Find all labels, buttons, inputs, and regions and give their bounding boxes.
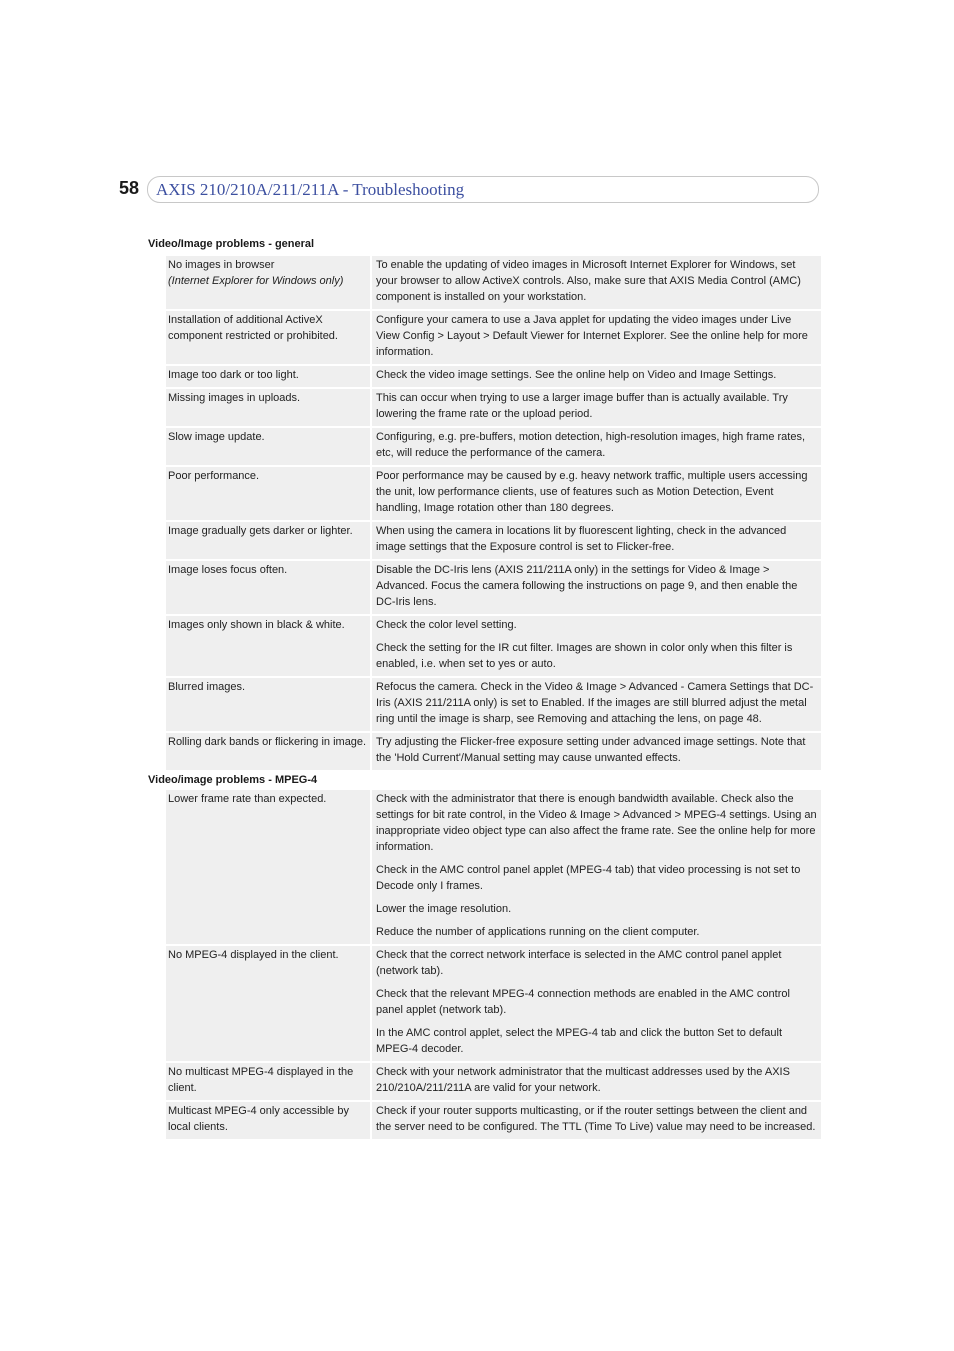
problem-cell <box>166 428 370 465</box>
solution-cell <box>372 256 821 309</box>
solution-text: In the AMC control applet, select the MPEG-4 tab and click the button Set to default MPEG-4 decoder. <box>376 1027 783 1055</box>
problem-text: Image gradually gets darker or lighter. <box>168 525 353 537</box>
problem-cell <box>166 946 370 1061</box>
problem-cell <box>166 522 370 559</box>
table-row <box>166 678 819 731</box>
table-row <box>166 467 819 520</box>
solution-cell <box>372 1102 821 1139</box>
solution-text: Check that the correct network interface is selected in the AMC control panel applet (network tab). <box>376 949 782 977</box>
table-row <box>166 561 819 614</box>
problem-cell <box>166 311 370 364</box>
solution-text: Check with the administrator that there is enough bandwidth available. Check also the settings for bit rate control, in the Video & Image > Advanced > MPEG-4 settings. Using an inappropriate video object type can also affect the frame rate. See the online help for more information. <box>376 793 817 853</box>
solution-text: Configuring, e.g. pre-buffers, motion detection, high-resolution images, high frame rates, etc, will reduce the performance of the camera. <box>376 431 806 459</box>
problem-text: Poor performance. <box>168 470 260 482</box>
solution-cell <box>372 1063 821 1100</box>
problem-text: No images in browser <box>168 259 275 271</box>
problem-text: Slow image update. <box>168 431 265 443</box>
solution-text: Lower the image resolution. <box>376 903 512 915</box>
page-number: 58 <box>119 178 140 198</box>
section-heading-mpeg4: Video/image problems - MPEG-4 <box>148 774 318 786</box>
page-title: AXIS 210/210A/211/211A - Troubleshooting <box>156 180 465 199</box>
table-row <box>166 790 819 944</box>
problem-note: (Internet Explorer for Windows only) <box>168 275 344 287</box>
solution-text: Check the color level setting. <box>376 619 517 631</box>
section-heading-row <box>148 772 819 790</box>
problem-cell <box>166 616 370 676</box>
problem-text: Missing images in uploads. <box>168 392 301 404</box>
problem-cell <box>166 389 370 426</box>
solution-text: Check in the AMC control panel applet (MPEG-4 tab) that video processing is not set to Decode only I frames. <box>376 864 801 892</box>
solution-text: When using the camera in locations lit by fluorescent lighting, check in the advanced image settings that the Exposure control is set to Flicker-free. <box>376 525 787 553</box>
solution-text: Check the video image settings. See the online help on Video and Image Settings. <box>376 369 777 381</box>
problem-cell <box>166 561 370 614</box>
solution-cell <box>372 616 821 676</box>
solution-cell <box>372 946 821 1061</box>
troubleshooting-table <box>148 256 819 1141</box>
problem-text: Images only shown in black & white. <box>168 619 345 631</box>
section-heading-general: Video/Image problems - general <box>148 238 315 250</box>
problem-text: Blurred images. <box>168 681 246 693</box>
solution-text: Check if your router supports multicasting, or if the router settings between the client and the server need to be configured. The TTL (Time To Live) value may need to be increased. <box>376 1105 816 1133</box>
solution-cell <box>372 561 821 614</box>
problem-cell <box>166 1102 370 1139</box>
solution-cell <box>372 389 821 426</box>
table-row <box>166 522 819 559</box>
problem-cell <box>166 1063 370 1100</box>
problem-cell <box>166 366 370 387</box>
table-row <box>166 616 819 676</box>
problem-cell <box>166 790 370 944</box>
solution-text: Reduce the number of applications running on the client computer. <box>376 926 700 938</box>
solution-cell <box>372 366 821 387</box>
problem-text: Multicast MPEG-4 only accessible by local clients. <box>168 1105 349 1133</box>
table-row <box>166 946 819 1061</box>
table-row <box>166 1063 819 1100</box>
problem-cell <box>166 733 370 770</box>
solution-text: Check that the relevant MPEG-4 connection methods are enabled in the AMC control panel applet (network tab). <box>376 988 790 1016</box>
solution-text: Check with your network administrator that the multicast addresses used by the AXIS 210/210A/211/211A are valid for your network. <box>376 1066 790 1094</box>
table-row <box>166 1102 819 1139</box>
solution-cell <box>372 678 821 731</box>
solution-text: To enable the updating of video images in Microsoft Internet Explorer for Windows, set your browser to allow ActiveX controls. Also, make sure that AXIS Media Control (AMC) component is installed on your workstation. <box>376 259 801 303</box>
problem-text: Installation of additional ActiveX component restricted or prohibited. <box>168 314 338 342</box>
problem-cell <box>166 467 370 520</box>
problem-cell <box>166 678 370 731</box>
title-bar <box>147 176 819 203</box>
problem-cell <box>166 256 370 309</box>
solution-text: Try adjusting the Flicker-free exposure setting under advanced image settings. Note that the 'Hold Current'/Manual setting may cause unwanted effects. <box>376 736 806 764</box>
solution-cell <box>372 467 821 520</box>
problem-text: No MPEG-4 displayed in the client. <box>168 949 339 961</box>
solution-text: Refocus the camera. Check in the Video & Image > Advanced - Camera Settings that DC-Iris (AXIS 211/211A only) is set to Enabled. If the images are still blurred adjust the metal ring until the image is sharp, see Removing and attaching the lens, on page 48. <box>376 681 814 725</box>
table-row <box>166 389 819 426</box>
problem-text: Image loses focus often. <box>168 564 288 576</box>
solution-cell <box>372 522 821 559</box>
solution-cell <box>372 428 821 465</box>
problem-text: Lower frame rate than expected. <box>168 793 327 805</box>
table-row <box>166 366 819 387</box>
problem-text: Rolling dark bands or flickering in image. <box>168 736 367 748</box>
solution-text: Configure your camera to use a Java applet for updating the video images under Live View Config > Layout > Default Viewer for Internet Explorer. See the online help for more information. <box>376 314 808 358</box>
problem-text: No multicast MPEG-4 displayed in the client. <box>168 1066 354 1094</box>
solution-text: Poor performance may be caused by e.g. heavy network traffic, multiple users accessing the unit, low performance clients, use of features such as Motion Detection, Event handling, Image rotation other than 180 degrees. <box>376 470 808 514</box>
table-row <box>166 428 819 465</box>
solution-text: Disable the DC-Iris lens (AXIS 211/211A only) in the settings for Video & Image > Advanced. Focus the camera following the instructions on page 9, and then enable the DC-Iris lens. <box>376 564 798 608</box>
problem-text: Image too dark or too light. <box>168 369 299 381</box>
table-row <box>166 311 819 364</box>
solution-text: This can occur when trying to use a larger image buffer than is actually available. Try lowering the frame rate or the upload period. <box>376 392 788 420</box>
solution-cell <box>372 733 821 770</box>
table-row <box>166 733 819 770</box>
table-row <box>166 256 819 309</box>
solution-cell <box>372 790 821 944</box>
solution-cell <box>372 311 821 364</box>
solution-text: Check the setting for the IR cut filter. Images are shown in color only when this filter is enabled, i.e. when set to yes or auto. <box>376 642 793 670</box>
